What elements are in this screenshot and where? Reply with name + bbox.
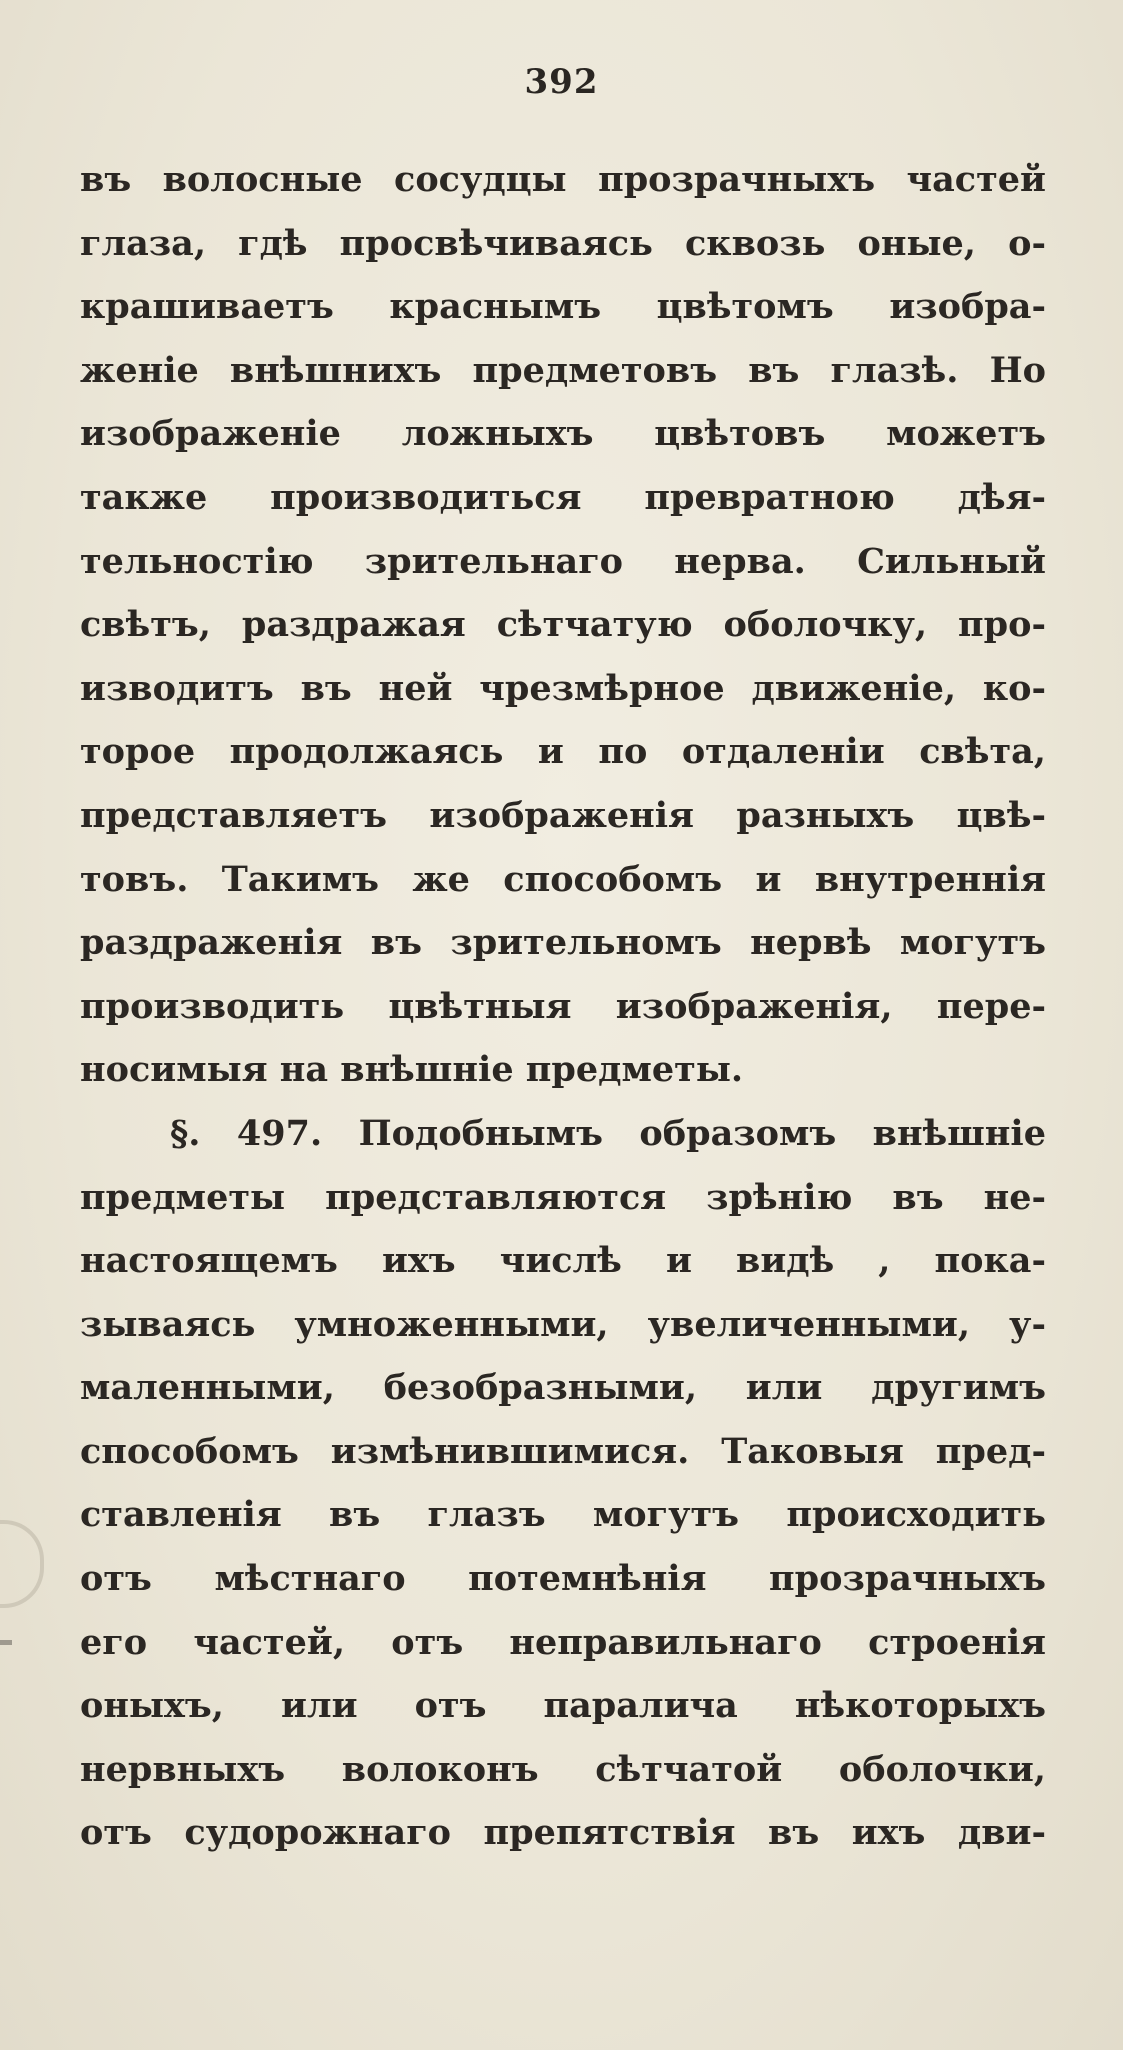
text-line: свѣтъ, раздражая сѣтчатую оболочку, про- xyxy=(80,604,1046,646)
text-line: крашиваетъ краснымъ цвѣтомъ изобра- xyxy=(80,286,1046,328)
text-line: ставленія въ глазъ могутъ происходить xyxy=(80,1494,1046,1536)
section-heading-line: §. 497. Подобнымъ образомъ внѣшніе xyxy=(170,1112,1046,1154)
text-line: производить цвѣтныя изображенія, пере- xyxy=(80,985,1046,1027)
page-number: 392 xyxy=(524,62,599,102)
text-line: глаза, гдѣ просвѣчиваясь сквозь оные, о- xyxy=(80,222,1046,264)
text-line: торое продолжаясь и по отдаленіи свѣта, xyxy=(80,731,1046,773)
text-line: женіе внѣшнихъ предметовъ въ глазѣ. Но xyxy=(80,349,1046,391)
text-line: настоящемъ ихъ числѣ и видѣ , пока- xyxy=(80,1240,1046,1282)
text-line: отъ судорожнаго препятствія въ ихъ дви- xyxy=(80,1812,1046,1854)
text-line: изводитъ въ ней чрезмѣрное движеніе, ко- xyxy=(80,667,1046,709)
text-line: изображеніе ложныхъ цвѣтовъ можетъ xyxy=(80,413,1046,455)
text-line: оныхъ, или отъ паралича нѣкоторыхъ xyxy=(80,1685,1046,1727)
text-line: его частей, отъ неправильнаго строенія xyxy=(80,1621,1046,1663)
text-line: тельностію зрительнаго нерва. Сильный xyxy=(80,540,1046,582)
paragraph-end-line: носимыя на внѣшніе предметы. xyxy=(80,1049,744,1091)
text-line: способомъ измѣнившимися. Таковыя пред- xyxy=(80,1430,1046,1472)
margin-dash-mark xyxy=(0,1640,12,1645)
margin-bracket-mark xyxy=(0,1520,44,1608)
text-line: товъ. Такимъ же способомъ и внутреннія xyxy=(80,858,1046,900)
text-line: въ волосные сосудцы прозрачныхъ частей xyxy=(80,159,1046,200)
text-line: предметы представляются зрѣнію въ не- xyxy=(80,1176,1046,1218)
body-text xyxy=(80,148,1046,1865)
text-line: раздраженія въ зрительномъ нервѣ могутъ xyxy=(80,922,1046,964)
text-line: отъ мѣстнаго потемнѣнія прозрачныхъ xyxy=(80,1558,1046,1600)
text-line: зываясь умноженными, увеличенными, у- xyxy=(80,1303,1046,1345)
text-line: нервныхъ волоконъ сѣтчатой оболочки, xyxy=(80,1748,1046,1790)
text-line: маленными, безобразными, или другимъ xyxy=(80,1367,1046,1409)
text-line: представляетъ изображенія разныхъ цвѣ- xyxy=(80,794,1046,836)
text-line: также производиться превратною дѣя- xyxy=(80,476,1046,518)
